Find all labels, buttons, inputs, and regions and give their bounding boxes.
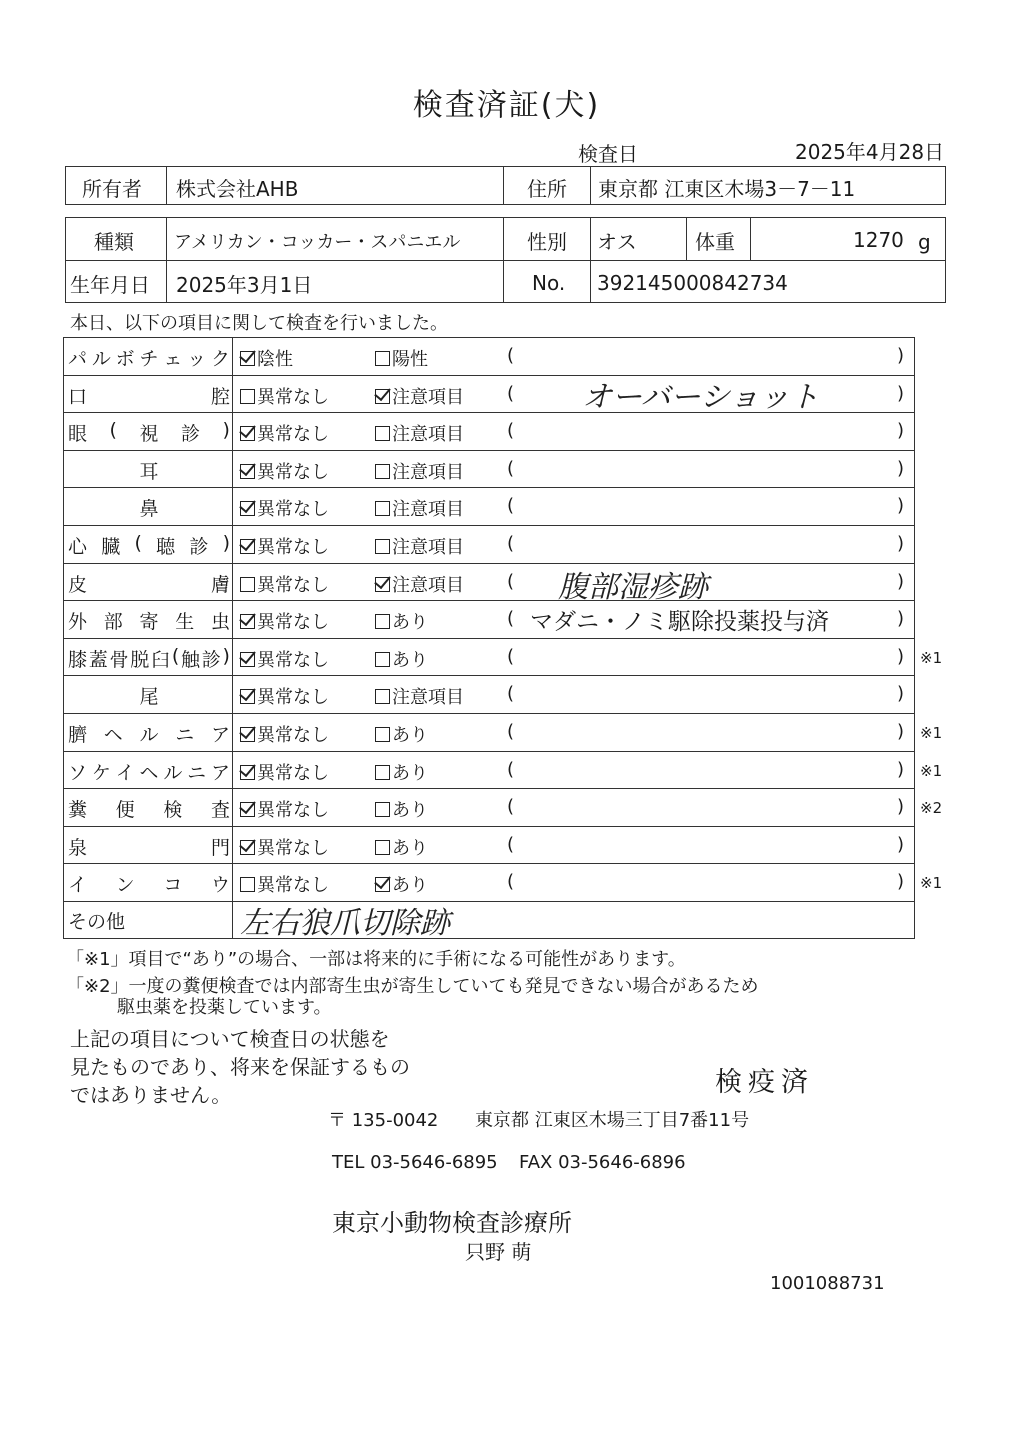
row-label-char: ケ xyxy=(91,762,111,784)
doctor-name: 只野 萌 xyxy=(465,1240,532,1264)
note-paren-close: ) xyxy=(897,796,905,817)
weight-label: 体重 xyxy=(695,230,735,254)
row-label-char: チ xyxy=(139,348,159,370)
note-paren-open: ( xyxy=(507,533,515,554)
option-1-label: 異常なし xyxy=(257,424,329,445)
row-label xyxy=(68,870,230,897)
option-1-checkbox[interactable] xyxy=(240,420,329,446)
note-paren-open: ( xyxy=(507,495,515,516)
weight-unit: g xyxy=(918,230,931,254)
row-label xyxy=(68,682,230,709)
option-1-label: 異常なし xyxy=(257,462,329,483)
breed-label: 種類 xyxy=(94,230,134,254)
row-label-char: ク xyxy=(210,348,230,370)
option-1-label: 異常なし xyxy=(257,612,329,633)
option-2-checkbox[interactable] xyxy=(375,345,428,371)
checkbox-icon xyxy=(375,840,390,855)
checkbox-icon xyxy=(240,802,255,817)
weight-value: 1270 xyxy=(853,228,904,252)
option-1-label: 陰性 xyxy=(257,349,293,370)
option-2-checkbox[interactable] xyxy=(375,495,464,521)
row-label-char: コ xyxy=(163,874,183,896)
option-2-label: 注意項目 xyxy=(392,424,464,445)
row-label xyxy=(68,382,230,409)
note-paren-close: ) xyxy=(897,458,905,479)
option-2-label: 注意項目 xyxy=(392,687,464,708)
note-paren-close: ) xyxy=(897,345,905,366)
option-1-label: 異常なし xyxy=(257,838,329,859)
row-label-char: ン xyxy=(115,874,135,896)
checkbox-icon xyxy=(375,539,390,554)
checkbox-icon xyxy=(240,652,255,667)
footnote-mark: ※1 xyxy=(920,762,943,780)
serial-number: 1001088731 xyxy=(770,1273,885,1294)
row-label-char: ヘ xyxy=(139,762,159,784)
option-2-checkbox[interactable] xyxy=(375,420,464,446)
row-label-char: 便 xyxy=(115,799,135,821)
note-paren-close: ) xyxy=(897,420,905,441)
row-label xyxy=(68,758,230,785)
checkbox-icon xyxy=(240,351,255,366)
checkbox-icon xyxy=(375,765,390,780)
checkbox-icon xyxy=(375,577,390,592)
option-2-label: あり xyxy=(392,800,428,821)
checkbox-icon xyxy=(240,689,255,704)
row-label-char: 臼 xyxy=(151,649,171,671)
option-2-label: あり xyxy=(392,612,428,633)
row-label-char: ェ xyxy=(163,348,183,370)
option-2-checkbox[interactable] xyxy=(375,646,428,672)
checkbox-icon xyxy=(375,501,390,516)
note-paren-close: ) xyxy=(897,495,905,516)
option-2-label: 注意項目 xyxy=(392,499,464,520)
option-2-label: 注意項目 xyxy=(392,537,464,558)
option-1-checkbox[interactable] xyxy=(240,533,329,559)
postal-code: 〒 135-0042 xyxy=(328,1110,439,1131)
option-2-label: 陽性 xyxy=(392,349,428,370)
row-label-char: イ xyxy=(115,762,135,784)
no-value: 392145000842734 xyxy=(597,271,788,295)
row-label-char: 脱 xyxy=(130,649,150,671)
option-1-label: 異常なし xyxy=(257,763,329,784)
note-paren-close: ) xyxy=(897,721,905,742)
sex-value: オス xyxy=(597,230,637,254)
row-label-char: 部 xyxy=(103,611,123,633)
option-2-checkbox[interactable] xyxy=(375,759,428,785)
option-2-checkbox[interactable] xyxy=(375,383,464,409)
option-2-checkbox[interactable] xyxy=(375,834,428,860)
note-paren-close: ) xyxy=(897,871,905,892)
checkbox-icon xyxy=(240,539,255,554)
row-label-char: イ xyxy=(68,874,88,896)
clinic-tel: TEL 03-5646-6895 xyxy=(332,1152,498,1173)
row-label-char: 尾 xyxy=(139,686,159,708)
option-2-label: 注意項目 xyxy=(392,387,464,408)
row-label-char: 腔 xyxy=(210,386,230,408)
row-label-char: 糞 xyxy=(68,799,88,821)
row-label-char: ニ xyxy=(187,762,207,784)
option-2-checkbox[interactable] xyxy=(375,533,464,559)
option-1-checkbox[interactable] xyxy=(240,458,329,484)
intro-text: 本日、以下の項目に関して検査を行いました。 xyxy=(70,313,448,334)
option-2-label: あり xyxy=(392,763,428,784)
row-label-char: 診 xyxy=(189,536,209,558)
checkbox-icon xyxy=(375,689,390,704)
note-paren-open: ( xyxy=(507,834,515,855)
option-2-checkbox[interactable] xyxy=(375,796,428,822)
note-paren-open: ( xyxy=(507,458,515,479)
row-label-char: 視 xyxy=(139,423,159,445)
note-paren-open: ( xyxy=(507,345,515,366)
option-1-checkbox[interactable] xyxy=(240,383,329,409)
checkbox-icon xyxy=(375,464,390,479)
row-label-char: ) xyxy=(222,532,230,554)
checkbox-icon xyxy=(240,765,255,780)
option-1-label: 異常なし xyxy=(257,687,329,708)
row-label-char: 口 xyxy=(68,386,88,408)
option-1-checkbox[interactable] xyxy=(240,721,329,747)
option-1-label: 異常なし xyxy=(257,725,329,746)
row-label-char: ア xyxy=(210,762,230,784)
option-2-checkbox[interactable] xyxy=(375,871,428,897)
footnote-mark: ※1 xyxy=(920,724,943,742)
row-label-char: 査 xyxy=(210,799,230,821)
option-2-checkbox[interactable] xyxy=(375,683,464,709)
option-2-label: 注意項目 xyxy=(392,462,464,483)
row-label-char: 膚 xyxy=(210,574,230,596)
row-label-char: 診 xyxy=(181,423,201,445)
row-label-char: ル xyxy=(139,724,159,746)
quarantine-stamp: 検疫済 xyxy=(715,1067,814,1098)
checkbox-icon xyxy=(375,389,390,404)
row-label-char: ア xyxy=(210,724,230,746)
note-paren-close: ) xyxy=(897,834,905,855)
other-label-text: その他 xyxy=(68,911,126,933)
footnote-1: 「※1」項目で“あり”の場合、一部は将来的に手術になる可能性があります。 xyxy=(66,949,686,970)
address-label: 住所 xyxy=(527,177,567,201)
checkbox-icon xyxy=(375,727,390,742)
row-label-char: ッ xyxy=(187,348,207,370)
row-label-char: 耳 xyxy=(139,461,159,483)
row-label-char: 皮 xyxy=(68,574,88,596)
option-1-checkbox[interactable] xyxy=(240,608,329,634)
handwritten-note-oral: オーバーショット xyxy=(582,380,820,415)
option-1-checkbox[interactable] xyxy=(240,345,293,371)
owner-label: 所有者 xyxy=(82,177,142,201)
checkbox-icon xyxy=(375,877,390,892)
checkbox-icon xyxy=(240,877,255,892)
row-label-char: ソ xyxy=(68,762,88,784)
owner-value: 株式会社AHB xyxy=(176,177,299,201)
option-1-checkbox[interactable] xyxy=(240,683,329,709)
footnote-2b: 駆虫薬を投薬しています。 xyxy=(117,997,332,1018)
row-label-char: 膝 xyxy=(68,649,88,671)
option-2-label: 注意項目 xyxy=(392,575,464,596)
note-paren-close: ) xyxy=(897,608,905,629)
no-label: No. xyxy=(532,271,566,295)
row-label xyxy=(68,532,230,559)
row-label-char: 寄 xyxy=(139,611,159,633)
row-label xyxy=(68,570,230,597)
exam-date-label: 検査日 xyxy=(578,142,638,166)
row-label-char: 蓋 xyxy=(88,649,108,671)
option-1-checkbox[interactable] xyxy=(240,759,329,785)
option-1-label: 異常なし xyxy=(257,537,329,558)
row-label-char: ) xyxy=(222,419,230,441)
note-paren-open: ( xyxy=(507,608,515,629)
row-label-char: 検 xyxy=(163,799,183,821)
option-1-checkbox[interactable] xyxy=(240,871,329,897)
note-paren-open: ( xyxy=(507,871,515,892)
row-label-char: 診 xyxy=(201,649,221,671)
note-paren-open: ( xyxy=(507,683,515,704)
checkbox-icon xyxy=(240,577,255,592)
row-label-char: 泉 xyxy=(68,837,88,859)
breed-value: アメリカン・コッカー・スパニエル xyxy=(174,232,461,253)
row-label-char: ル xyxy=(91,348,111,370)
note-paren-open: ( xyxy=(507,383,515,404)
option-1-checkbox[interactable] xyxy=(240,646,329,672)
option-1-label: 異常なし xyxy=(257,650,329,671)
note-paren-open: ( xyxy=(507,420,515,441)
row-label xyxy=(68,720,230,747)
option-2-label: あり xyxy=(392,650,428,671)
row-label-char: ) xyxy=(222,645,230,667)
row-label xyxy=(68,419,230,446)
row-label-char: ル xyxy=(163,762,183,784)
option-1-label: 異常なし xyxy=(257,875,329,896)
row-label-char: ( xyxy=(134,532,142,554)
row-label-char: パ xyxy=(68,348,88,370)
row-label-char: ウ xyxy=(210,874,230,896)
note-paren-open: ( xyxy=(507,571,515,592)
row-label-char: 生 xyxy=(175,611,195,633)
note-paren-close: ) xyxy=(897,646,905,667)
option-1-checkbox[interactable] xyxy=(240,571,329,597)
row-label xyxy=(68,795,230,822)
note-paren-close: ) xyxy=(897,383,905,404)
row-label-char: 骨 xyxy=(109,649,129,671)
row-label xyxy=(68,607,230,634)
checkbox-icon xyxy=(240,389,255,404)
document-title: 検査済証(犬) xyxy=(412,88,601,123)
footnote-2a: 「※2」一度の糞便検査では内部寄生虫が寄生していても発見できない場合があるため xyxy=(66,976,759,997)
row-label-char: ニ xyxy=(175,724,195,746)
option-1-label: 異常なし xyxy=(257,800,329,821)
note-paren-open: ( xyxy=(507,721,515,742)
handwritten-note-skin: 腹部湿疹跡 xyxy=(558,570,708,605)
note-external-parasite: マダニ・ノミ駆除投薬投与済 xyxy=(530,609,829,635)
clinic-name: 東京小動物検査診療所 xyxy=(332,1209,572,1237)
footnote-mark: ※1 xyxy=(920,649,943,667)
other-label xyxy=(68,907,230,934)
disclaimer-line-2: 見たものであり、将来を保証するもの xyxy=(70,1055,410,1079)
checkbox-icon xyxy=(375,426,390,441)
note-paren-close: ) xyxy=(897,759,905,780)
option-2-label: あり xyxy=(392,838,428,859)
option-1-label: 異常なし xyxy=(257,499,329,520)
row-label-char: 門 xyxy=(210,837,230,859)
row-label xyxy=(68,494,230,521)
checkbox-icon xyxy=(375,802,390,817)
row-label xyxy=(68,645,230,672)
birth-value: 2025年3月1日 xyxy=(176,273,313,297)
note-paren-close: ) xyxy=(897,683,905,704)
option-2-checkbox[interactable] xyxy=(375,721,428,747)
option-2-label: あり xyxy=(392,875,428,896)
option-1-checkbox[interactable] xyxy=(240,834,329,860)
row-label-char: 臍 xyxy=(68,724,88,746)
clinic-address: 東京都 江東区木場三丁目7番11号 xyxy=(475,1110,750,1131)
note-paren-open: ( xyxy=(507,759,515,780)
row-label-char: ( xyxy=(109,419,117,441)
row-label-char: 聴 xyxy=(156,536,176,558)
handwritten-note-other: 左右狼爪切除跡 xyxy=(240,906,450,941)
checkbox-icon xyxy=(375,614,390,629)
row-label xyxy=(68,833,230,860)
row-label xyxy=(68,344,230,371)
sex-label: 性別 xyxy=(527,230,567,254)
row-label-char: ヘ xyxy=(103,724,123,746)
option-1-checkbox[interactable] xyxy=(240,796,329,822)
option-2-label: あり xyxy=(392,725,428,746)
row-label-char: 外 xyxy=(68,611,88,633)
birth-label: 生年月日 xyxy=(70,273,150,297)
footnote-mark: ※1 xyxy=(920,874,943,892)
note-paren-close: ) xyxy=(897,571,905,592)
row-label-char: 虫 xyxy=(210,611,230,633)
checkbox-icon xyxy=(240,501,255,516)
option-1-checkbox[interactable] xyxy=(240,495,329,521)
row-label-char: 触 xyxy=(181,649,201,671)
option-2-checkbox[interactable] xyxy=(375,458,464,484)
checkbox-icon xyxy=(240,840,255,855)
row-label-char: ( xyxy=(171,645,180,667)
disclaimer-line-1: 上記の項目について検査日の状態を xyxy=(70,1027,390,1051)
clinic-fax: FAX 03-5646-6896 xyxy=(519,1152,686,1173)
checkbox-icon xyxy=(375,351,390,366)
row-label-char: 心 xyxy=(68,536,88,558)
exam-date: 2025年4月28日 xyxy=(795,140,945,164)
address-value: 東京都 江東区木場3－7－11 xyxy=(598,177,856,201)
row-label xyxy=(68,457,230,484)
checkbox-icon xyxy=(240,727,255,742)
checkbox-icon xyxy=(240,464,255,479)
option-1-label: 異常なし xyxy=(257,575,329,596)
option-2-checkbox[interactable] xyxy=(375,571,464,597)
footnote-mark: ※2 xyxy=(920,799,943,817)
note-paren-open: ( xyxy=(507,646,515,667)
note-paren-open: ( xyxy=(507,796,515,817)
checkbox-icon xyxy=(240,614,255,629)
row-label-char: 眼 xyxy=(68,423,88,445)
option-2-checkbox[interactable] xyxy=(375,608,428,634)
row-label-char: ボ xyxy=(115,348,135,370)
option-1-label: 異常なし xyxy=(257,387,329,408)
checkbox-icon xyxy=(375,652,390,667)
note-paren-close: ) xyxy=(897,533,905,554)
checkbox-icon xyxy=(240,426,255,441)
disclaimer-line-3: ではありません。 xyxy=(70,1083,232,1107)
row-label-char: 鼻 xyxy=(139,498,159,520)
row-label-char: 臓 xyxy=(101,536,121,558)
